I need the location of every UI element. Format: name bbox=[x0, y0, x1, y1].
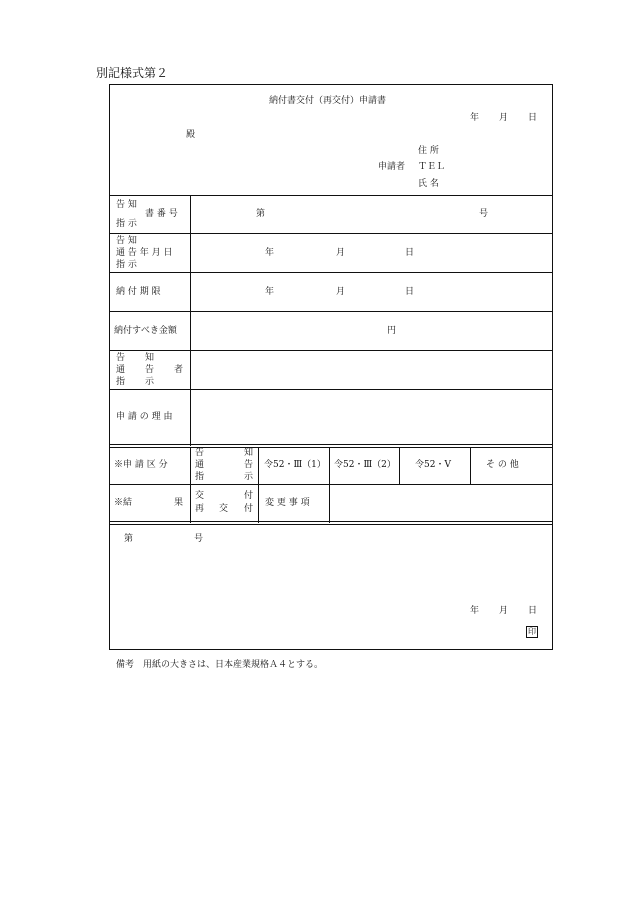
divider bbox=[110, 350, 552, 351]
option-divider bbox=[399, 447, 400, 484]
divider bbox=[110, 521, 552, 522]
applicant-address-label: 住 所 bbox=[418, 146, 439, 156]
bottom-date-year: 年 bbox=[470, 606, 480, 616]
category-sub-2a: 通 bbox=[195, 460, 205, 470]
row-date-label-top: 告 知 bbox=[116, 236, 137, 246]
result-label-a: ※結 bbox=[114, 498, 133, 508]
label-column-divider bbox=[190, 447, 191, 523]
divider bbox=[110, 447, 552, 448]
date-month-label: 月 bbox=[499, 113, 509, 123]
category-option: 令52・Ⅴ bbox=[415, 460, 451, 470]
seal-mark: 印 bbox=[528, 627, 536, 636]
row-amount-label: 納付すべき金額 bbox=[114, 326, 177, 336]
row-date-label-mid: 通 告 年 月 日 bbox=[116, 248, 173, 258]
bottom-number-suffix: 号 bbox=[194, 534, 204, 544]
divider bbox=[110, 272, 552, 273]
result-sub-2b: 交 bbox=[219, 504, 229, 514]
deadline-day: 日 bbox=[405, 287, 415, 297]
date-day: 日 bbox=[405, 248, 415, 258]
deadline-year: 年 bbox=[265, 287, 275, 297]
row-person-label-2c: 者 bbox=[174, 365, 184, 375]
category-option: そ の 他 bbox=[486, 460, 519, 470]
form-title: 納付書交付（再交付）申請書 bbox=[269, 96, 387, 106]
divider bbox=[110, 233, 552, 234]
row-person-label-2a: 通 bbox=[116, 365, 126, 375]
date-day-label: 日 bbox=[528, 113, 538, 123]
applicant-label: 申請者 bbox=[378, 162, 406, 172]
option-divider bbox=[329, 447, 330, 523]
row-person-label-1b: 知 bbox=[145, 353, 155, 363]
applicant-name-label: 氏 名 bbox=[418, 179, 439, 189]
row-person-label-2b: 告 bbox=[145, 365, 155, 375]
row-number-label-top: 告 知 bbox=[116, 200, 137, 210]
divider bbox=[110, 195, 552, 196]
form-label: 別記様式第２ bbox=[96, 66, 169, 80]
number-suffix: 号 bbox=[479, 209, 489, 219]
row-number-label-bot: 指 示 bbox=[116, 219, 137, 229]
row-person-label-3b: 示 bbox=[145, 377, 155, 387]
number-prefix: 第 bbox=[256, 209, 266, 219]
option-divider bbox=[470, 447, 471, 484]
category-option: 令52・Ⅲ（2） bbox=[334, 460, 396, 470]
applicant-tel-label: ＴＥＬ bbox=[418, 162, 446, 172]
divider bbox=[110, 311, 552, 312]
category-sub-3b: 示 bbox=[244, 472, 254, 482]
category-sub-1a: 告 bbox=[195, 448, 205, 458]
category-option: 令52・Ⅲ（1） bbox=[264, 460, 326, 470]
label-column-divider bbox=[190, 195, 191, 446]
deadline-month: 月 bbox=[336, 287, 346, 297]
sub-column-divider bbox=[258, 447, 259, 523]
result-sub-2a: 再 bbox=[195, 504, 205, 514]
result-sub-1b: 付 bbox=[244, 491, 254, 501]
row-number-label-mid: 書 番 号 bbox=[145, 209, 178, 219]
note: 備考 用紙の大きさは、日本産業規格Ａ４とする。 bbox=[116, 660, 324, 670]
divider bbox=[110, 444, 552, 445]
amount-unit: 円 bbox=[387, 326, 397, 336]
date-year-label: 年 bbox=[470, 113, 480, 123]
divider bbox=[110, 484, 552, 485]
result-label-b: 果 bbox=[174, 498, 184, 508]
result-sub-1a: 交 bbox=[195, 491, 205, 501]
divider bbox=[110, 524, 552, 525]
addressee-suffix: 殿 bbox=[186, 130, 196, 140]
divider bbox=[110, 389, 552, 390]
category-sub-1b: 知 bbox=[244, 448, 254, 458]
bottom-date-month: 月 bbox=[499, 606, 509, 616]
row-person-label-3a: 指 bbox=[116, 377, 126, 387]
row-deadline-label: 納 付 期 限 bbox=[116, 287, 161, 297]
row-reason-label: 申 請 の 理 由 bbox=[116, 412, 173, 422]
row-person-label-1a: 告 bbox=[116, 353, 126, 363]
date-month: 月 bbox=[336, 248, 346, 258]
result-sub-2c: 付 bbox=[244, 504, 254, 514]
bottom-number-prefix: 第 bbox=[124, 534, 134, 544]
row-date-label-bot: 指 示 bbox=[116, 260, 137, 270]
bottom-date-day: 日 bbox=[528, 606, 538, 616]
result-changes-label: 変 更 事 項 bbox=[265, 498, 310, 508]
category-sub-2b: 告 bbox=[244, 460, 254, 470]
category-sub-3a: 指 bbox=[195, 472, 205, 482]
category-label: ※申 請 区 分 bbox=[114, 460, 168, 470]
date-year: 年 bbox=[265, 248, 275, 258]
